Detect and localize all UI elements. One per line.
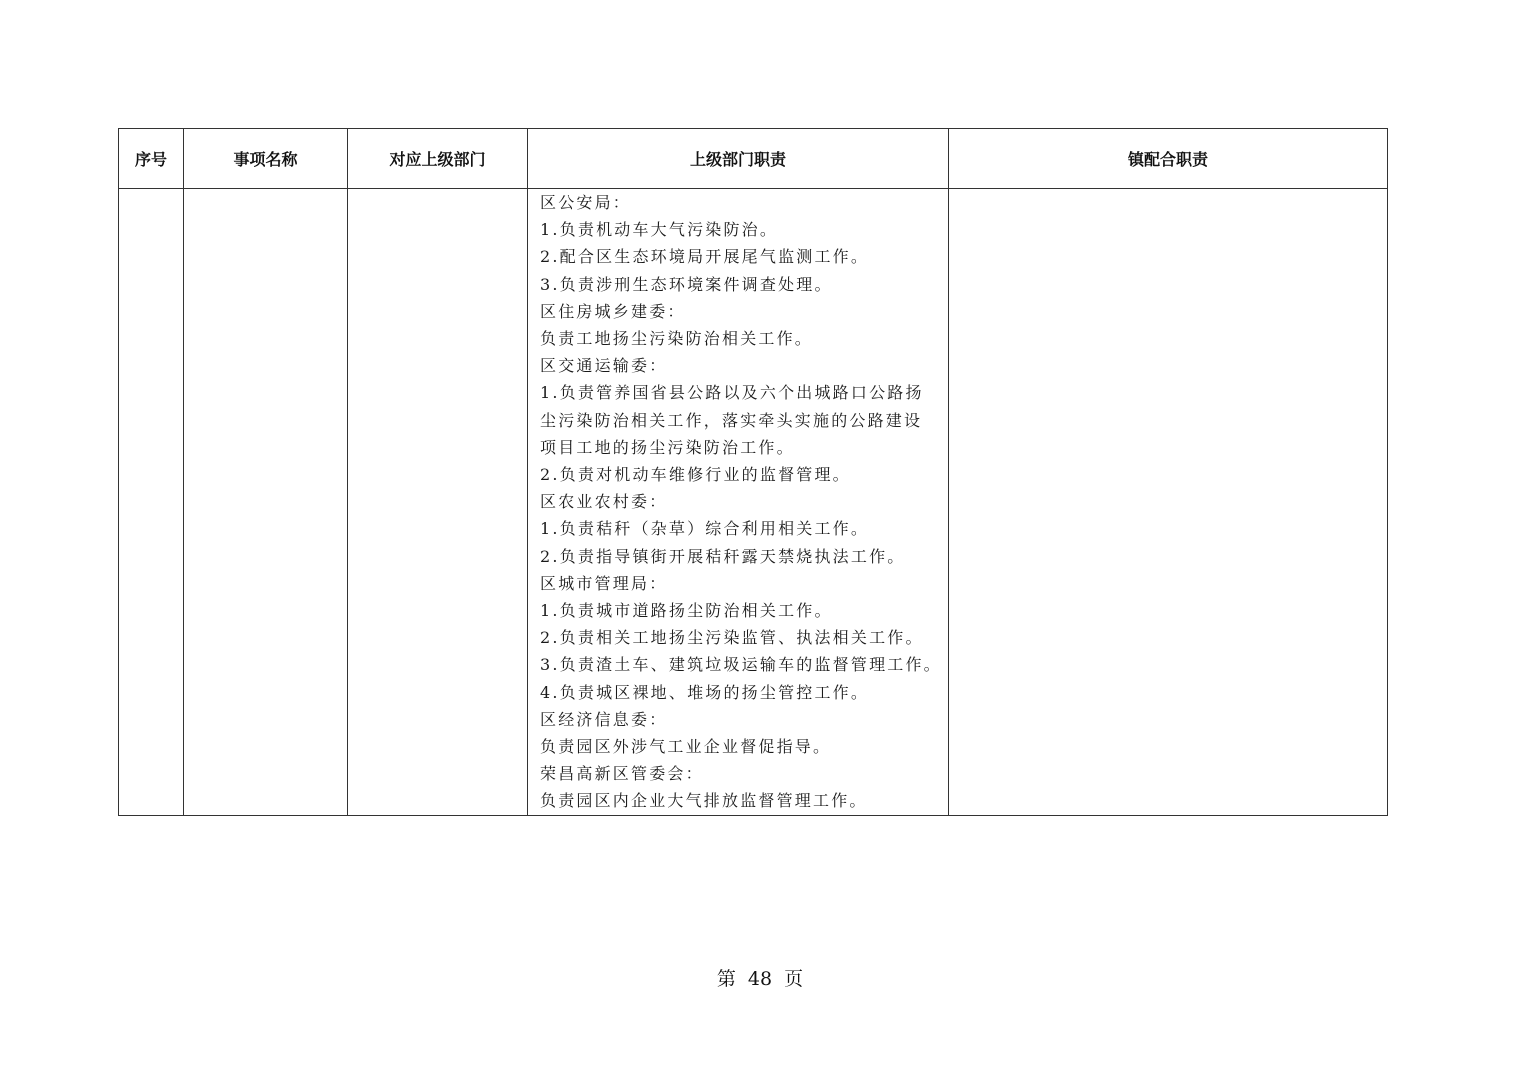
duty-line: 1.负责城市道路扬尘防治相关工作。 bbox=[540, 601, 833, 621]
duty-line: 1.负责秸秆（杂草）综合利用相关工作。 bbox=[540, 519, 870, 539]
duty-line: 区住房城乡建委： bbox=[540, 301, 686, 321]
duty-line: 3.负责涉刑生态环境案件调查处理。 bbox=[540, 274, 833, 294]
duty-line: 区经济信息委： bbox=[540, 709, 668, 729]
duty-line: 负责园区外涉气工业企业督促指导。 bbox=[540, 737, 832, 757]
duty-line: 4.负责城区裸地、堆场的扬尘管控工作。 bbox=[540, 682, 870, 702]
header-town-duties: 镇配合职责 bbox=[949, 129, 1388, 189]
header-superior-duties: 上级部门职责 bbox=[528, 129, 949, 189]
duty-line: 区交通运输委： bbox=[540, 356, 668, 376]
header-item-name: 事项名称 bbox=[184, 129, 348, 189]
duty-line: 区城市管理局： bbox=[540, 573, 668, 593]
cell-seq bbox=[119, 189, 184, 816]
duty-line: 负责园区内企业大气排放监督管理工作。 bbox=[540, 791, 868, 811]
cell-town-duties bbox=[949, 189, 1388, 816]
cell-item-name bbox=[184, 189, 348, 816]
duty-line: 1.负责机动车大气污染防治。 bbox=[540, 220, 779, 240]
duty-line: 3.负责渣土车、建筑垃圾运输车的监督管理工作。 bbox=[540, 655, 942, 675]
cell-superior-dept bbox=[348, 189, 528, 816]
table-header-row bbox=[119, 129, 1388, 189]
duty-line: 负责工地扬尘污染防治相关工作。 bbox=[540, 329, 814, 349]
table-row bbox=[119, 189, 1388, 816]
duty-line: 1.负责管养国省县公路以及六个出城路口公路扬 bbox=[540, 383, 924, 403]
duty-line: 尘污染防治相关工作，落实牵头实施的公路建设 bbox=[540, 410, 923, 430]
duty-line: 2.负责对机动车维修行业的监督管理。 bbox=[540, 465, 851, 485]
duty-line: 2.负责指导镇街开展秸秆露天禁烧执法工作。 bbox=[540, 546, 906, 566]
duty-line: 区公安局： bbox=[540, 193, 632, 212]
duties-table bbox=[118, 128, 1388, 816]
duty-line: 2.负责相关工地扬尘污染监管、执法相关工作。 bbox=[540, 628, 924, 648]
header-seq: 序号 bbox=[119, 129, 184, 189]
duty-line: 项目工地的扬尘污染防治工作。 bbox=[540, 437, 795, 457]
duty-line: 荣昌高新区管委会： bbox=[540, 764, 704, 784]
duty-line: 区农业农村委： bbox=[540, 492, 668, 512]
header-superior-dept: 对应上级部门 bbox=[348, 129, 528, 189]
cell-superior-duties bbox=[528, 189, 949, 816]
page-number: 第 48 页 bbox=[716, 968, 804, 990]
duty-line: 2.配合区生态环境局开展尾气监测工作。 bbox=[540, 247, 870, 267]
